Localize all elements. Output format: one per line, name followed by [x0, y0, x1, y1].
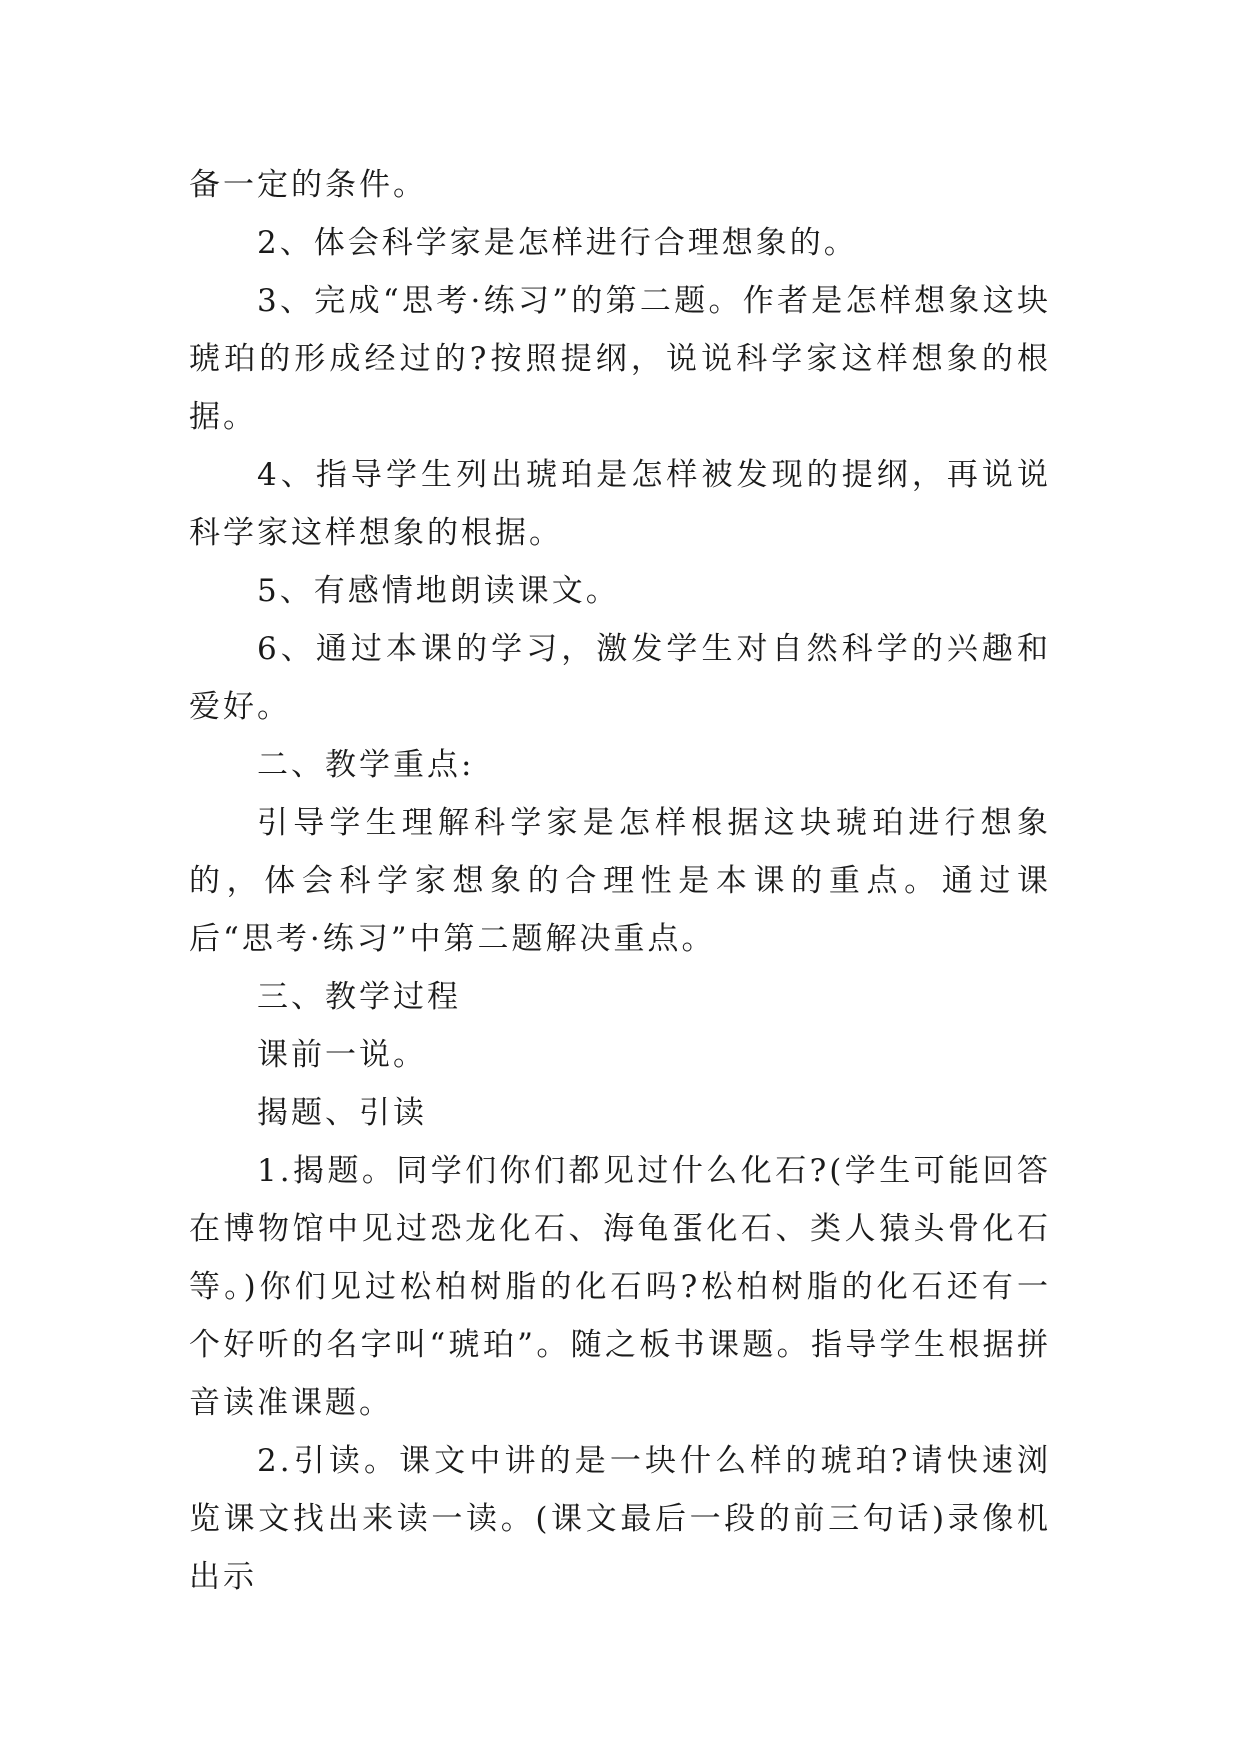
paragraph-continuation: 备一定的条件。	[189, 167, 427, 203]
paragraph-objective-6: 6、通过本课的学习，激发学生对自然科学的兴趣和爱好。	[189, 631, 1051, 725]
paragraph-pre-class: 课前一说。	[257, 1037, 427, 1073]
paragraph-objective-3: 3、完成“思考·练习”的第二题。作者是怎样想象这块琥珀的形成经过的?按照提纲，说说科学家这样想象的根据。	[189, 283, 1051, 435]
document-body	[189, 156, 1051, 1606]
section-heading-key-points: 二、教学重点:	[257, 747, 475, 783]
paragraph-step-1: 1.揭题。同学们你们都见过什么化石?(学生可能回答在博物馆中见过恐龙化石、海龟蛋化石、类人猿头骨化石等。)你们见过松柏树脂的化石吗?松柏树脂的化石还有一个好听的名字叫“琥珀”。随之板书课题。指导学生根据拼音读准课题。	[189, 1153, 1051, 1421]
paragraph-objective-4: 4、指导学生列出琥珀是怎样被发现的提纲，再说说科学家这样想象的根据。	[189, 457, 1051, 551]
paragraph-objective-5: 5、有感情地朗读课文。	[257, 573, 620, 609]
paragraph-objective-2: 2、体会科学家是怎样进行合理想象的。	[257, 225, 858, 261]
paragraph-step-2: 2.引读。课文中讲的是一块什么样的琥珀?请快速浏览课文找出来读一读。(课文最后一段的前三句话)录像机出示	[189, 1443, 1051, 1595]
subheading-introduction: 揭题、引读	[257, 1095, 427, 1131]
paragraph-key-points: 引导学生理解科学家是怎样根据这块琥珀进行想象的，体会科学家想象的合理性是本课的重点。通过课后“思考·练习”中第二题解决重点。	[189, 805, 1051, 957]
section-heading-teaching-process: 三、教学过程	[257, 979, 461, 1015]
